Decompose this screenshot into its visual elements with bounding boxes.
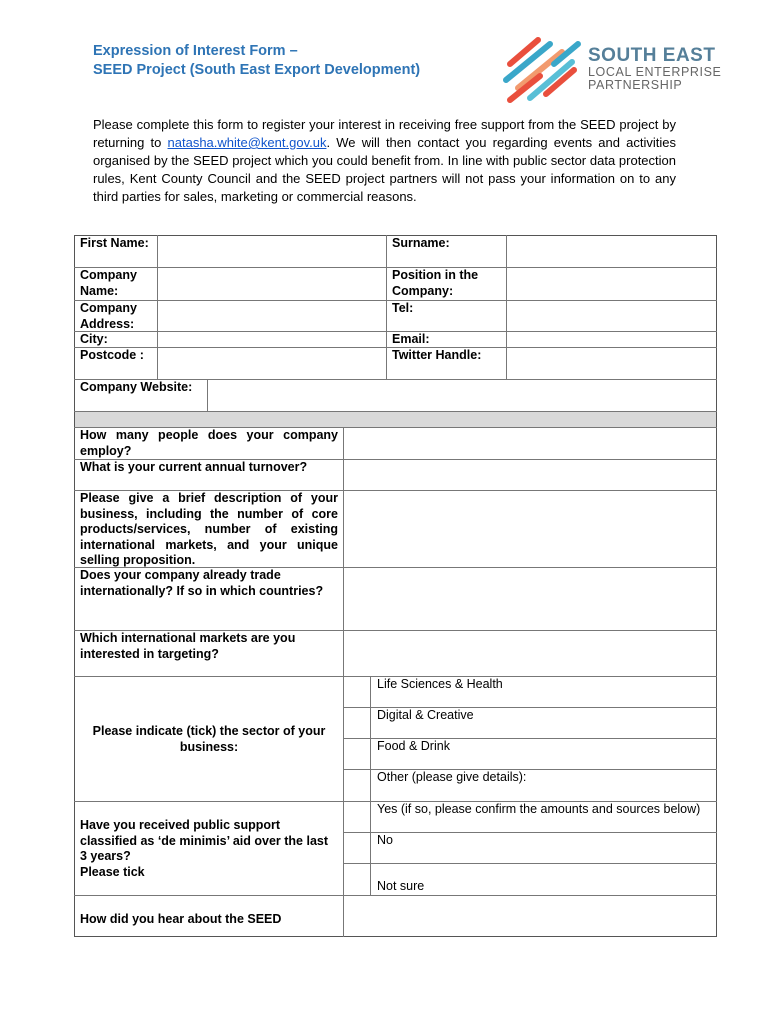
company-address-label: Company Address:	[80, 301, 137, 331]
sector-tick-food[interactable]	[344, 739, 370, 769]
de-minimis-tick-yes[interactable]	[344, 802, 370, 832]
tel-field[interactable]	[507, 301, 716, 331]
form-title-line-1: Expression of Interest Form –	[93, 43, 298, 59]
de-minimis-tick-not-sure[interactable]	[344, 864, 370, 895]
turnover-answer[interactable]	[344, 460, 716, 490]
intro-text-end: . We will then contact you regarding events and activities organised by the SEED project which you could benefit from. In line with public sector data protection rules, Kent County Council and the SEED project partners will not pass your information on to any third parties for sales, marketing or commercial reasons.	[93, 135, 676, 204]
sector-option-other: Other (please give details):	[377, 770, 527, 784]
selep-logo	[500, 34, 730, 106]
sector-option-food: Food & Drink	[377, 739, 450, 753]
sector-tick-other[interactable]	[344, 770, 370, 801]
website-field[interactable]	[208, 380, 716, 411]
twitter-label: Twitter Handle:	[392, 348, 482, 362]
company-address-field[interactable]	[158, 301, 386, 331]
de-minimis-option-no: No	[377, 833, 393, 847]
position-field[interactable]	[507, 268, 716, 300]
city-field[interactable]	[158, 332, 386, 347]
de-minimis-question: Have you received public support classified as ‘de minimis’ aid over the last 3 years? Please tick	[80, 818, 329, 879]
contact-email-link[interactable]: natasha.white@kent.gov.uk	[167, 135, 327, 150]
logo-line-1: SOUTH EAST	[588, 45, 716, 66]
logo-line-3: PARTNERSHIP	[588, 78, 683, 92]
form-title	[93, 42, 420, 80]
city-label: City:	[80, 332, 108, 346]
email-label: Email:	[392, 332, 430, 346]
surname-field[interactable]	[507, 236, 716, 267]
heard-answer[interactable]	[344, 896, 716, 936]
sector-tick-digital[interactable]	[344, 708, 370, 738]
markets-question: Which international markets are you interested in targeting?	[80, 631, 296, 661]
form-title-line-2: SEED Project (South East Export Development)	[93, 62, 421, 78]
intro-paragraph	[93, 116, 676, 206]
description-question: Please give a brief description of your business, including the number of core products/services, number of existing international markets, and your unique selling proposition.	[80, 491, 338, 567]
section-divider	[75, 412, 716, 427]
position-label: Position in the Company:	[392, 268, 479, 298]
de-minimis-option-not-sure: Not sure	[377, 879, 425, 893]
company-name-field[interactable]	[158, 268, 386, 300]
surname-label: Surname:	[392, 236, 450, 250]
email-field[interactable]	[507, 332, 716, 347]
postcode-label: Postcode :	[80, 348, 144, 362]
trade-question: Does your company already trade internationally? If so in which countries?	[80, 568, 324, 598]
intro-text-start: Please complete this form to register your interest in receiving free support from the SEED project by returning to	[93, 117, 676, 150]
logo-line-2: LOCAL ENTERPRISE	[588, 65, 722, 79]
sector-option-digital: Digital & Creative	[377, 708, 474, 722]
heard-question: How did you hear about the SEED	[80, 912, 282, 926]
selep-logo-icon	[500, 34, 586, 106]
sector-option-life-sciences: Life Sciences & Health	[377, 677, 503, 691]
sector-question: Please indicate (tick) the sector of your business:	[92, 724, 326, 754]
de-minimis-option-yes: Yes (if so, please confirm the amounts and sources below)	[377, 802, 701, 816]
de-minimis-tick-no[interactable]	[344, 833, 370, 863]
website-label: Company Website:	[80, 380, 193, 394]
employees-question: How many people does your company employ?	[80, 428, 338, 458]
first-name-field[interactable]	[158, 236, 386, 267]
twitter-field[interactable]	[507, 348, 716, 379]
sector-tick-life-sciences[interactable]	[344, 677, 370, 707]
tel-label: Tel:	[392, 301, 414, 315]
description-answer[interactable]	[344, 491, 716, 567]
markets-answer[interactable]	[344, 631, 716, 676]
trade-answer[interactable]	[344, 568, 716, 630]
first-name-label: First Name:	[80, 236, 149, 250]
postcode-field[interactable]	[158, 348, 386, 379]
company-name-label: Company Name:	[80, 268, 137, 298]
employees-answer[interactable]	[344, 428, 716, 459]
turnover-question: What is your current annual turnover?	[80, 460, 308, 474]
